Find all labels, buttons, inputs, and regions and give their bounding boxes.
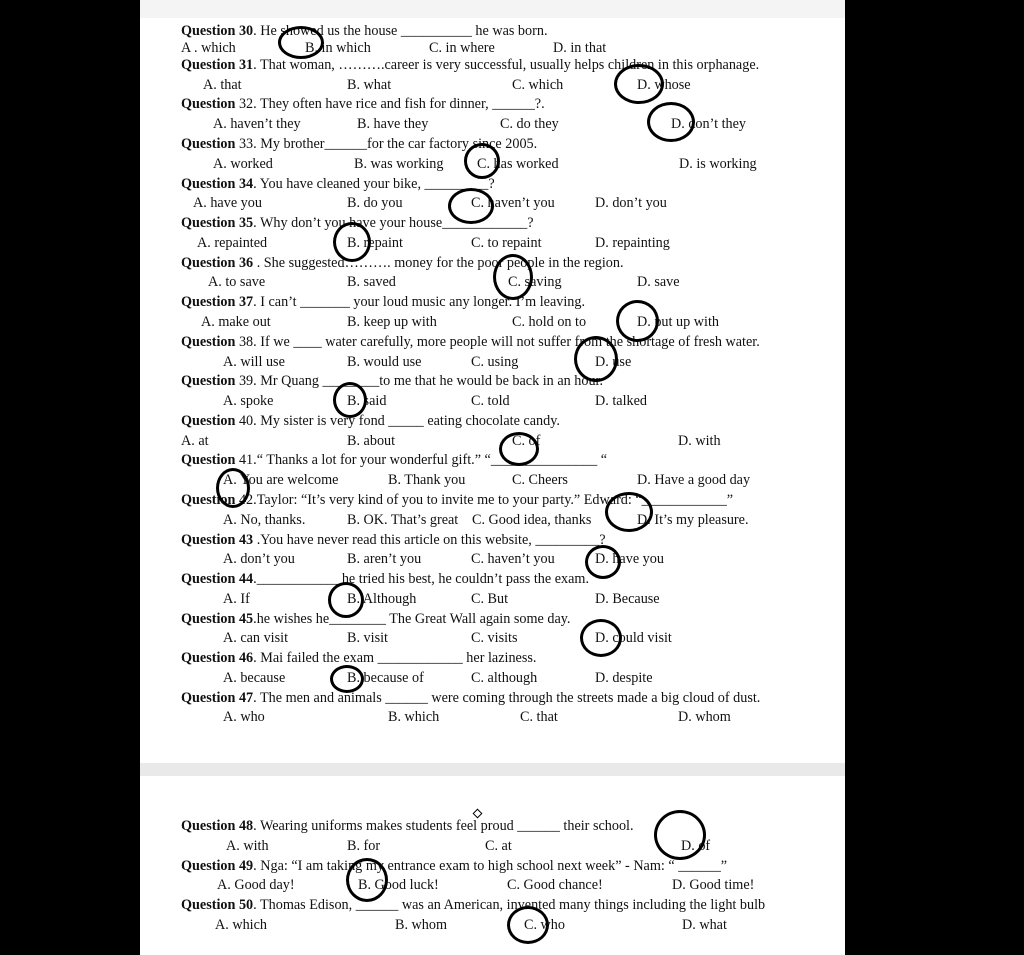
option: B. Good luck! [358, 877, 439, 893]
answer-circle-mark [654, 810, 706, 860]
option: C. in where [429, 40, 495, 56]
option: C. Cheers [512, 472, 568, 488]
option: A. spoke [223, 393, 274, 409]
answer-circle-mark [328, 582, 364, 618]
option: B. repaint [347, 235, 403, 251]
option: A. repainted [197, 235, 268, 251]
option: A. because [223, 670, 286, 686]
answer-options [181, 707, 837, 727]
page-gap [140, 763, 845, 776]
answer-options [181, 154, 837, 174]
option: D. don’t they [671, 116, 747, 132]
option: A. that [203, 77, 242, 93]
answer-circle-mark [493, 254, 533, 300]
option: C. that [520, 709, 558, 725]
option: A. can visit [223, 630, 289, 646]
option: D. in that [553, 40, 607, 56]
answer-circle-mark [647, 102, 695, 142]
answer-circle-mark [333, 222, 371, 262]
question-stem: Question 36 . She suggested………. money for the poor people in the region. [181, 255, 624, 271]
question-stem: Question 45.he wishes he________ The Great Wall again some day. [181, 611, 571, 627]
question-stem: Question 35. Why don’t you have your house____________? [181, 215, 534, 231]
option: D. Have a good day [637, 472, 751, 488]
option: B. saved [347, 274, 396, 290]
answer-options [181, 114, 837, 134]
answer-options [181, 628, 837, 648]
option: D. Because [595, 591, 660, 607]
option: D. what [682, 917, 727, 933]
option: A. No, thanks. [223, 512, 306, 528]
option: D. of [681, 838, 711, 854]
question-stem: Question 30. He showed us the house __________ he was born. [181, 23, 548, 39]
question-stem: Question 33. My brother______for the car factory since 2005. [181, 136, 538, 152]
option: D. is working [679, 156, 757, 172]
answer-options [181, 75, 837, 95]
option: D. don’t you [595, 195, 667, 211]
question-stem: Question 38. If we ____ water carefully, more people will not suffer from the shortage of fresh water. [181, 334, 760, 350]
answer-circle-mark [585, 545, 621, 579]
option: C. saving [508, 274, 562, 290]
option: B. aren’t you [347, 551, 422, 567]
option: A. at [181, 433, 209, 449]
worksheet-page-2 [140, 776, 845, 955]
answer-circle-mark [333, 382, 367, 418]
answer-circle-mark [605, 492, 653, 532]
option: C. although [471, 670, 538, 686]
option: A. If [223, 591, 250, 607]
option: A. don’t you [223, 551, 295, 567]
option: D. use [595, 354, 632, 370]
worksheet-page-1 [140, 18, 845, 763]
option: C. which [512, 77, 564, 93]
question-stem: Question 40. My sister is very fond _____ eating chocolate candy. [181, 413, 560, 429]
question-stem: Question 34. You have cleaned your bike, _________? [181, 176, 495, 192]
option: B. in which [305, 40, 371, 56]
option: B. Thank you [388, 472, 466, 488]
question-stem: Question 46. Mai failed the exam ____________ her laziness. [181, 650, 537, 666]
answer-circle-mark [614, 64, 664, 104]
option: C. hold on to [512, 314, 587, 330]
option: A. to save [208, 274, 266, 290]
option: C. do they [500, 116, 559, 132]
option: C. Good chance! [507, 877, 603, 893]
option: C. haven’t you [471, 195, 555, 211]
option: D. put up with [637, 314, 719, 330]
option: A . which [181, 40, 236, 56]
option: A. which [215, 917, 268, 933]
option: B. whom [395, 917, 448, 933]
option: B. which [388, 709, 440, 725]
option: D. despite [595, 670, 653, 686]
option: A. Good day! [217, 877, 295, 893]
answer-options [181, 549, 837, 569]
option: C. of [512, 433, 541, 449]
option: B. do you [347, 195, 403, 211]
option: C. at [485, 838, 512, 854]
option: A. worked [213, 156, 273, 172]
option: C. visits [471, 630, 518, 646]
answer-options [181, 233, 837, 253]
answer-options [181, 668, 837, 688]
question-stem: Question 43 .You have never read this article on this website, _________? [181, 532, 606, 548]
answer-circle-mark [580, 619, 622, 657]
answer-options [181, 510, 837, 530]
question-stem: Question 41.“ Thanks a lot for your wonderful gift.” “_______________ “ [181, 452, 608, 468]
question-stem: Question 42.Taylor: “It’s very kind of you to invite me to your party.” Edward: “____________” [181, 492, 734, 508]
option: D. repainting [595, 235, 670, 251]
option: B. was working [354, 156, 444, 172]
option: D. whom [678, 709, 731, 725]
option: C. to repaint [471, 235, 542, 251]
option: A. haven’t they [213, 116, 301, 132]
option: A. who [223, 709, 265, 725]
answer-options [181, 391, 837, 411]
answer-circle-mark [216, 468, 250, 508]
option: B. keep up with [347, 314, 437, 330]
option: B. have they [357, 116, 429, 132]
option: A. You are welcome [223, 472, 339, 488]
option: B. visit [347, 630, 388, 646]
option: B. about [347, 433, 396, 449]
answer-circle-mark [330, 665, 364, 693]
option: B. what [347, 77, 392, 93]
option: C. has worked [477, 156, 559, 172]
answer-circle-mark [448, 188, 494, 224]
option: C. told [471, 393, 510, 409]
option: A. will use [223, 354, 285, 370]
option: B. for [347, 838, 381, 854]
question-stem: Question 47. The men and animals ______ were coming through the streets made a big cloud of dust. [181, 690, 761, 706]
question-stem: Question 48. Wearing uniforms makes students feel proud ______ their school. [181, 818, 634, 834]
answer-circle-mark [464, 143, 500, 179]
option: B. OK. That’s great [347, 512, 459, 528]
option: B. because of [347, 670, 424, 686]
option: D. could visit [595, 630, 672, 646]
option: D. save [637, 274, 680, 290]
option: D. with [678, 433, 721, 449]
question-stem: Question 32. They often have rice and fish for dinner, ______?. [181, 96, 545, 112]
previous-page-edge [140, 0, 845, 18]
answer-circle-mark [574, 336, 618, 382]
option: A. with [226, 838, 269, 854]
option: C. Good idea, thanks [472, 512, 592, 528]
answer-options [181, 352, 837, 372]
option: C. But [471, 591, 509, 607]
question-stem: Question 49. Nga: “I am taking my entrance exam to high school next week” - Nam: “ ______” [181, 858, 728, 874]
answer-circle-mark [346, 858, 388, 902]
question-stem: Question 37. I can’t _______ your loud music any longer. I’m leaving. [181, 294, 586, 310]
answer-options [181, 836, 837, 856]
option: D. Good time! [672, 877, 755, 893]
option: B. Although [347, 591, 417, 607]
answer-circle-mark [499, 432, 539, 466]
option: C. using [471, 354, 519, 370]
answer-options [181, 470, 837, 490]
answer-options [181, 875, 837, 895]
question-stem: Question 31. That woman, ……….career is very successful, usually helps children in this orphanage. [181, 57, 760, 73]
option: D. talked [595, 393, 648, 409]
option: D. have you [595, 551, 664, 567]
answer-circle-mark [278, 26, 324, 59]
question-stem: Question 44.____________he tried his best, he couldn’t pass the exam. [181, 571, 589, 587]
option: A. make out [201, 314, 271, 330]
answer-circle-mark [507, 906, 549, 944]
option: D. whose [637, 77, 691, 93]
answer-options [181, 312, 837, 332]
option: B. would use [347, 354, 422, 370]
option: A. have you [193, 195, 262, 211]
option: D. It’s my pleasure. [637, 512, 749, 528]
question-stem: Question 39. Mr Quang ________to me that he would be back in an hour. [181, 373, 604, 389]
answer-circle-mark [616, 300, 659, 342]
answer-options [181, 193, 837, 213]
question-stem: Question 50. Thomas Edison, ______ was an American, invented many things including the light bulb [181, 897, 766, 913]
answer-options [181, 589, 837, 609]
option: C. who [524, 917, 565, 933]
option: C. haven’t you [471, 551, 555, 567]
option: B. said [347, 393, 387, 409]
